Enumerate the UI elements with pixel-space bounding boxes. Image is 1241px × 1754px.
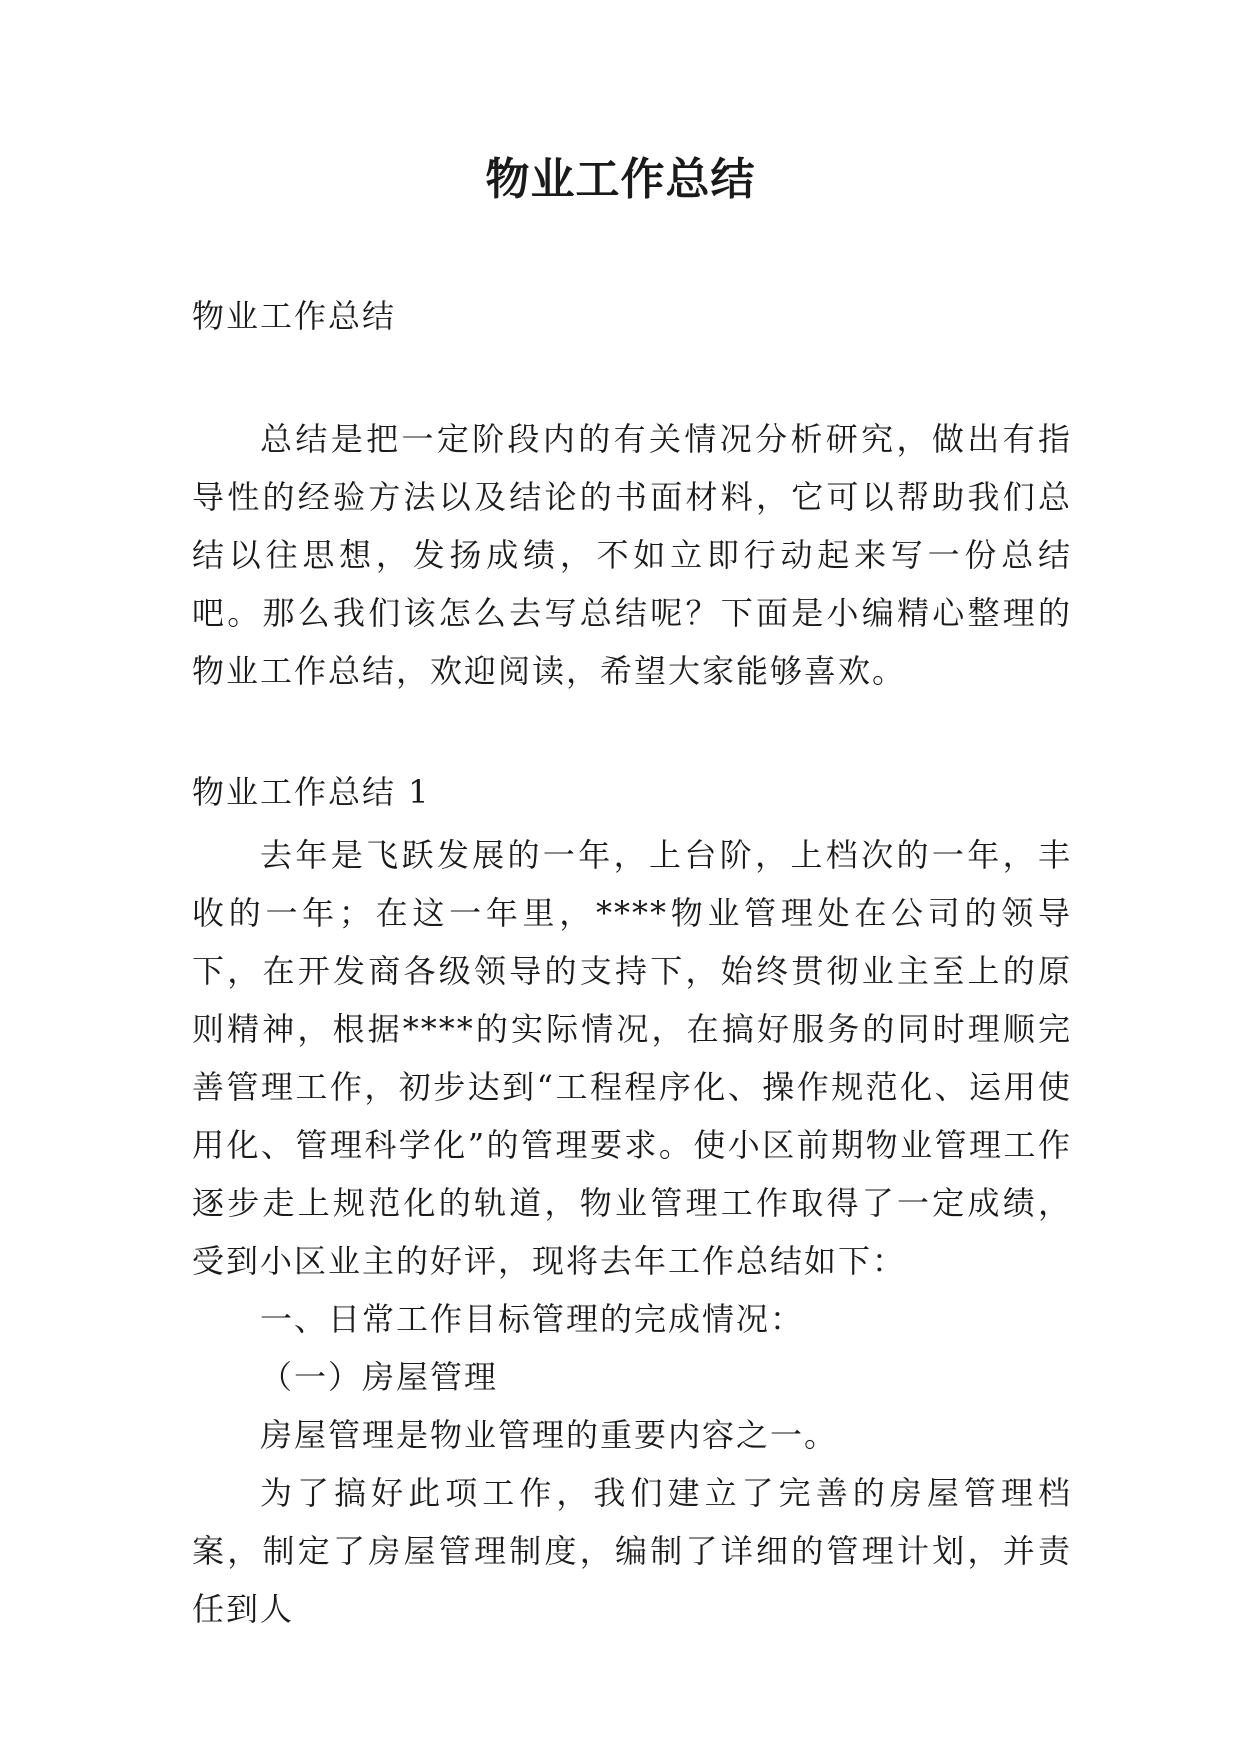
section-content: [192, 826, 1072, 1638]
document-subtitle: 物业工作总结: [192, 297, 397, 335]
paragraph-housing-importance: 房屋管理是物业管理的重要内容之一。: [260, 1416, 839, 1454]
section-heading: 物业工作总结 1: [192, 773, 431, 811]
paragraph-heading-housing: （一）房屋管理: [260, 1358, 499, 1396]
paragraph-heading-targets: 一、日常工作目标管理的完成情况：: [260, 1300, 805, 1338]
paragraph-housing-measures: 为了搞好此项工作，我们建立了完善的房屋管理档案，制定了房屋管理制度，编制了详细的管理计划，并责任到人: [192, 1474, 1072, 1628]
document-title: 物业工作总结: [485, 154, 756, 205]
paragraph-overview: 去年是飞跃发展的一年，上台阶，上档次的一年，丰收的一年；在这一年里，****物业管理处在公司的领导下，在开发商各级领导的支持下，始终贯彻业主至上的原则精神，根据****的实际情况，在搞好服务的同时理顺完善管理工作，初步达到“工程程序化、操作规范化、运用使用化、管理科学化”的管理要求。使小区前期物业管理工作逐步走上规范化的轨道，物业管理工作取得了一定成绩，受到小区业主的好评，现将去年工作总结如下：: [192, 836, 1072, 1280]
intro-paragraph: 总结是把一定阶段内的有关情况分析研究，做出有指导性的经验方法以及结论的书面材料，它可以帮助我们总结以往思想，发扬成绩，不如立即行动起来写一份总结吧。那么我们该怎么去写总结呢？下面是小编精心整理的物业工作总结，欢迎阅读，希望大家能够喜欢。: [192, 420, 1072, 690]
